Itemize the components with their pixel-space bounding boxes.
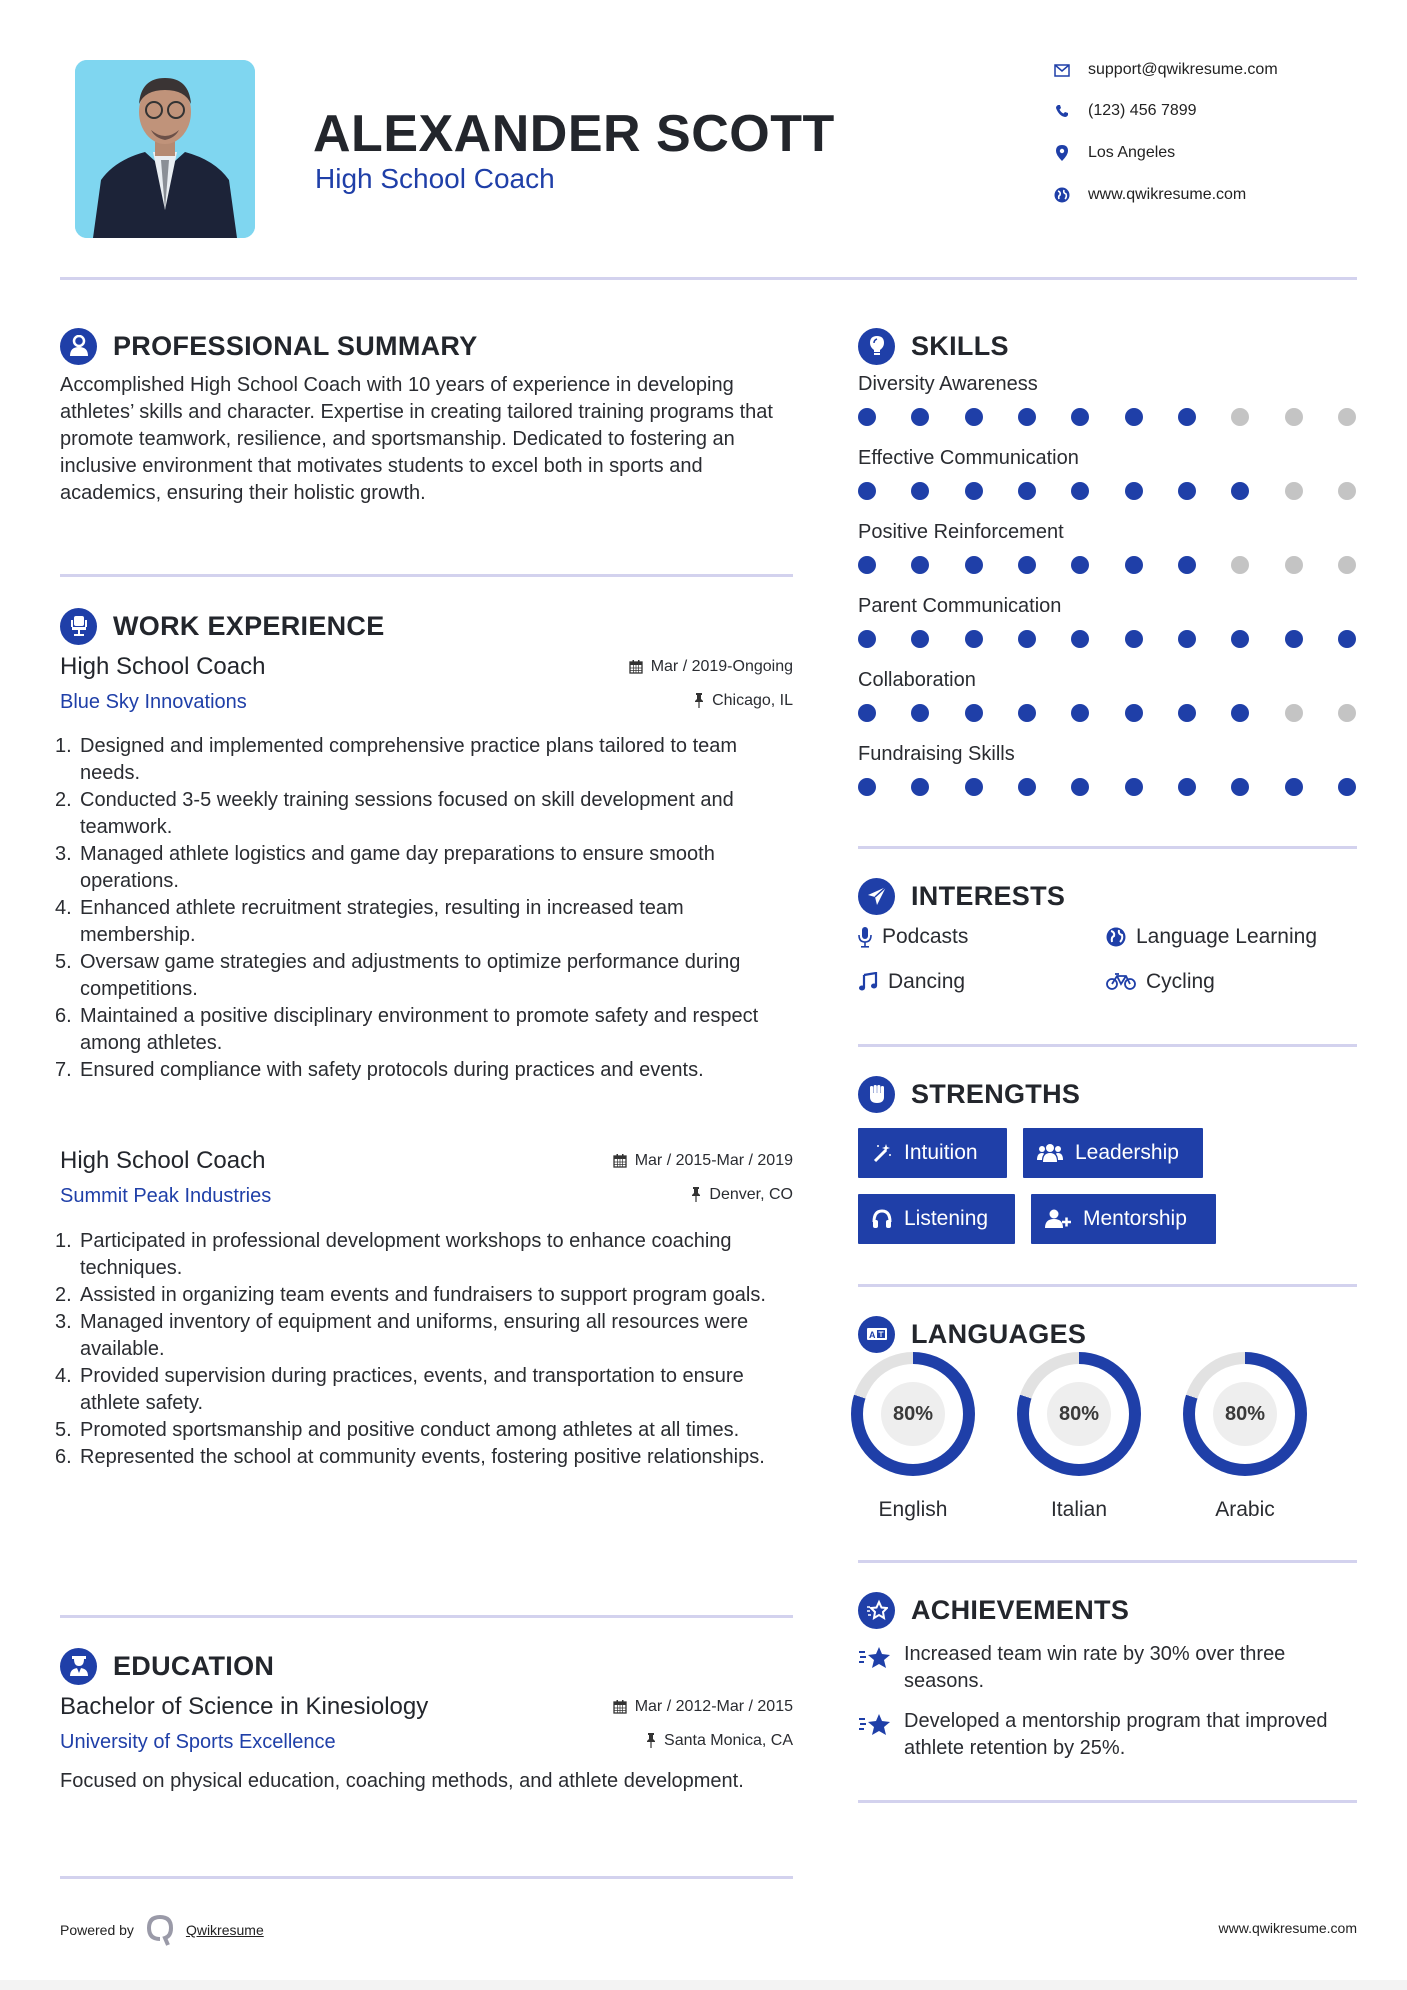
- rating-dot-filled: [1125, 556, 1143, 574]
- rating-dot-empty: [1285, 704, 1303, 722]
- rating-dot-filled: [858, 482, 876, 500]
- bullet-item: 1. Designed and implemented comprehensive practice plans tailored to team needs.: [55, 735, 738, 784]
- phone-icon: [1052, 101, 1072, 121]
- rating-dot-empty: [1338, 556, 1356, 574]
- section-title: STRENGTHS: [911, 1078, 1081, 1109]
- rating-dot-empty: [1285, 408, 1303, 426]
- bicycle-icon: [1106, 973, 1136, 991]
- lightbulb-icon: [858, 328, 895, 365]
- chair-icon: [60, 608, 97, 645]
- bullet-item: 7. Ensured compliance with safety protocols during practices and events.: [55, 1059, 704, 1081]
- rating-dot-filled: [1018, 778, 1036, 796]
- section-divider: [858, 846, 1357, 849]
- rating-dot-filled: [1125, 482, 1143, 500]
- skill-item: [858, 743, 1358, 817]
- skill-rating: [858, 482, 1356, 500]
- svg-text:A: A: [868, 1330, 875, 1340]
- rating-dot-filled: [1178, 408, 1196, 426]
- section-title: SKILLS: [911, 330, 1009, 361]
- education-location: Santa Monica, CA: [646, 1732, 793, 1750]
- section-divider: [60, 574, 793, 577]
- page-bottom-edge: [0, 1980, 1407, 1990]
- rating-dot-filled: [1071, 704, 1089, 722]
- skills-list: [858, 373, 1358, 817]
- person-portrait-icon: [75, 60, 255, 238]
- rating-dot-empty: [1338, 408, 1356, 426]
- header-divider: [60, 277, 1357, 280]
- rating-dot-filled: [858, 704, 876, 722]
- map-marker-icon: [1052, 143, 1072, 163]
- section-title: EDUCATION: [113, 1650, 275, 1681]
- section-header-skills: [858, 326, 1009, 366]
- job-bullets: [55, 1228, 800, 1471]
- school-name: University of Sports Excellence: [60, 1731, 336, 1753]
- pushpin-icon: [694, 693, 704, 708]
- section-title: LANGUAGES: [911, 1318, 1087, 1349]
- rating-dot-filled: [1178, 704, 1196, 722]
- user-plus-icon: [1045, 1209, 1071, 1229]
- skill-rating: [858, 556, 1356, 574]
- language-item: [1183, 1352, 1307, 1522]
- rating-dot-filled: [911, 556, 929, 574]
- rating-dot-filled: [1125, 778, 1143, 796]
- bullet-item: 4. Provided supervision during practices, events, and transportation to ensure athlete safety.: [55, 1365, 744, 1414]
- rating-dot-empty: [1338, 704, 1356, 722]
- section-divider: [858, 1284, 1357, 1287]
- achievement-item: Increased team win rate by 30% over three seasons.: [858, 1641, 1358, 1695]
- rating-dot-filled: [1178, 556, 1196, 574]
- rating-dot-filled: [1071, 778, 1089, 796]
- bullet-item: 2. Conducted 3-5 weekly training sessions focused on skill development and teamwork.: [55, 789, 734, 838]
- section-header-languages: [858, 1314, 1086, 1354]
- rating-dot-filled: [1178, 778, 1196, 796]
- calendar-icon: [629, 659, 643, 674]
- contact-website-text: www.qwikresume.com: [1088, 186, 1247, 203]
- section-title: WORK EXPERIENCE: [113, 610, 385, 641]
- skill-rating: [858, 778, 1356, 796]
- skill-item: [858, 669, 1358, 743]
- rating-dot-filled: [1178, 482, 1196, 500]
- section-title: ACHIEVEMENTS: [911, 1594, 1130, 1625]
- qwikresume-logo-icon: [146, 1914, 174, 1946]
- footer-website[interactable]: www.qwikresume.com: [1218, 1920, 1357, 1936]
- language-label: English: [878, 1498, 948, 1521]
- skill-label: Effective Communication: [858, 447, 1079, 469]
- user-icon: [60, 328, 97, 365]
- skill-rating: [858, 408, 1356, 426]
- rating-dot-filled: [1125, 408, 1143, 426]
- summary-text: Accomplished High School Coach with 10 years of experience in developing athletes’ skills and character. Expertise in creating tailored training programs that promote teamwork, resilience, and sportsmanship. Dedicated to fostering an inclusive environment that motivates students to excel both in sports and academics, ensuring their holistic growth.: [60, 374, 773, 504]
- rating-dot-empty: [1338, 482, 1356, 500]
- rating-dot-empty: [1231, 408, 1249, 426]
- rating-dot-filled: [1231, 630, 1249, 648]
- bullet-item: 2. Assisted in organizing team events and fundraisers to support program goals.: [55, 1284, 766, 1306]
- contact-location-text: Los Angeles: [1088, 144, 1176, 161]
- rating-dot-filled: [1071, 556, 1089, 574]
- calendar-icon: [613, 1153, 627, 1168]
- rating-dot-filled: [1071, 630, 1089, 648]
- globe-icon: [1052, 185, 1072, 205]
- rating-dot-filled: [1018, 704, 1036, 722]
- rating-dot-filled: [911, 704, 929, 722]
- skill-rating: [858, 704, 1356, 722]
- section-header-strengths: [858, 1074, 1080, 1114]
- job-title: High School Coach: [60, 653, 266, 680]
- rating-dot-filled: [965, 408, 983, 426]
- section-header-education: [60, 1646, 274, 1686]
- job-location: Chicago, IL: [694, 692, 793, 710]
- skill-item: [858, 373, 1358, 447]
- rating-dot-filled: [965, 556, 983, 574]
- skill-item: [858, 595, 1358, 669]
- strength-chip-leadership: Leadership: [1023, 1128, 1203, 1178]
- rating-dot-filled: [858, 778, 876, 796]
- shooting-star-icon: [858, 1712, 894, 1741]
- contact-email-text: support@qwikresume.com: [1088, 61, 1278, 78]
- section-divider: [858, 1044, 1357, 1047]
- globe-icon: [1106, 927, 1126, 947]
- graduate-icon: [60, 1648, 97, 1685]
- fist-icon: [858, 1076, 895, 1113]
- section-header-summary: [60, 326, 478, 366]
- job-location: Denver, CO: [691, 1186, 793, 1204]
- section-divider: [858, 1560, 1357, 1563]
- language-item: [851, 1352, 975, 1522]
- section-header-interests: [858, 876, 1065, 916]
- powered-by-label: Powered by: [60, 1922, 134, 1938]
- bullet-item: 3. Managed athlete logistics and game day preparations to ensure smooth operations.: [55, 843, 715, 892]
- section-divider: [60, 1615, 793, 1618]
- strength-chip-listening: Listening: [858, 1194, 1015, 1244]
- job-date: Mar / 2015-Mar / 2019: [613, 1152, 793, 1170]
- rating-dot-filled: [1231, 778, 1249, 796]
- rating-dot-filled: [1338, 630, 1356, 648]
- degree-title: Bachelor of Science in Kinesiology: [60, 1693, 429, 1720]
- rating-dot-filled: [1125, 704, 1143, 722]
- rating-dot-filled: [1338, 778, 1356, 796]
- skill-label: Positive Reinforcement: [858, 521, 1064, 543]
- rating-dot-filled: [1285, 778, 1303, 796]
- contact-phone[interactable]: [1052, 98, 1372, 124]
- bullet-item: 5. Oversaw game strategies and adjustments to optimize performance during competitions.: [55, 951, 741, 1000]
- rating-dot-filled: [1285, 630, 1303, 648]
- skill-item: [858, 521, 1358, 595]
- pushpin-icon: [691, 1187, 701, 1202]
- section-title: INTERESTS: [911, 880, 1066, 911]
- interest-item: Language Learning: [1106, 925, 1317, 949]
- interest-item: Cycling: [1106, 970, 1215, 994]
- achievement-item: Developed a mentorship program that improved athlete retention by 25%.: [858, 1708, 1358, 1762]
- progress-ring: [851, 1352, 975, 1476]
- music-note-icon: [858, 972, 878, 992]
- company-name: Blue Sky Innovations: [60, 691, 247, 713]
- strength-chip-mentorship: Mentorship: [1031, 1194, 1216, 1244]
- bullet-item: 4. Enhanced athlete recruitment strategies, resulting in increased team membership.: [55, 897, 684, 946]
- progress-ring: [1017, 1352, 1141, 1476]
- translate-icon: [858, 1316, 895, 1353]
- rating-dot-filled: [965, 704, 983, 722]
- language-label: Arabic: [1215, 1498, 1275, 1521]
- rating-dot-filled: [1018, 482, 1036, 500]
- rating-dot-filled: [911, 482, 929, 500]
- job-entry: [60, 1147, 793, 1217]
- section-header-experience: [60, 606, 385, 646]
- rating-dot-filled: [1018, 408, 1036, 426]
- skill-rating: [858, 630, 1356, 648]
- strength-chip-intuition: Intuition: [858, 1128, 1007, 1178]
- rating-dot-empty: [1285, 482, 1303, 500]
- rating-dot-filled: [858, 408, 876, 426]
- bullet-item: 6. Maintained a positive disciplinary environment to promote safety and respect among athletes.: [55, 1005, 759, 1054]
- skill-label: Collaboration: [858, 669, 976, 691]
- language-percent: 80%: [1047, 1382, 1111, 1446]
- education-entry: [60, 1693, 793, 1763]
- rating-dot-filled: [1231, 482, 1249, 500]
- contact-phone-text: (123) 456 7899: [1088, 102, 1197, 119]
- section-header-achievements: [858, 1590, 1129, 1630]
- progress-ring: [1183, 1352, 1307, 1476]
- language-label: Italian: [1050, 1498, 1108, 1521]
- rating-dot-filled: [1071, 482, 1089, 500]
- footer-powered-by: [60, 1914, 264, 1946]
- candidate-title: High School Coach: [315, 163, 555, 194]
- job-date: Mar / 2019-Ongoing: [629, 658, 793, 676]
- rating-dot-filled: [965, 778, 983, 796]
- calendar-icon: [613, 1699, 627, 1714]
- bullet-item: 6. Represented the school at community events, fostering positive relationships.: [55, 1446, 765, 1468]
- language-percent: 80%: [1213, 1382, 1277, 1446]
- shooting-star-icon: [858, 1645, 894, 1674]
- rating-dot-filled: [1231, 704, 1249, 722]
- rating-dot-filled: [858, 630, 876, 648]
- education-description: Focused on physical education, coaching methods, and athlete development.: [60, 1770, 744, 1792]
- microphone-icon: [858, 926, 872, 948]
- contact-email[interactable]: [1052, 57, 1372, 83]
- job-entry: [60, 653, 793, 723]
- language-percent: 80%: [881, 1382, 945, 1446]
- rating-dot-filled: [911, 630, 929, 648]
- headphones-icon: [872, 1209, 892, 1229]
- section-divider: [60, 1876, 793, 1879]
- profile-photo: [75, 60, 255, 238]
- skill-item: [858, 447, 1358, 521]
- rating-dot-filled: [965, 630, 983, 648]
- company-name: Summit Peak Industries: [60, 1185, 272, 1207]
- rating-dot-filled: [1071, 408, 1089, 426]
- bullet-item: 1. Participated in professional development workshops to enhance coaching techniques.: [55, 1230, 732, 1279]
- rating-dot-empty: [1285, 556, 1303, 574]
- rating-dot-filled: [1178, 630, 1196, 648]
- job-title: High School Coach: [60, 1147, 266, 1174]
- interest-item: Podcasts: [858, 925, 968, 949]
- rating-dot-empty: [1231, 556, 1249, 574]
- rating-dot-filled: [1018, 556, 1036, 574]
- envelope-icon: [1052, 60, 1072, 80]
- rating-dot-filled: [965, 482, 983, 500]
- rating-dot-filled: [1018, 630, 1036, 648]
- skill-label: Fundraising Skills: [858, 743, 1015, 765]
- rating-dot-filled: [911, 778, 929, 796]
- interest-item: Dancing: [858, 970, 965, 994]
- candidate-name: ALEXANDER SCOTT: [313, 105, 835, 163]
- section-divider: [858, 1800, 1357, 1803]
- pushpin-icon: [646, 1733, 656, 1748]
- skill-label: Diversity Awareness: [858, 373, 1038, 395]
- rating-dot-filled: [1125, 630, 1143, 648]
- bullet-item: 3. Managed inventory of equipment and uniforms, ensuring all resources were available.: [55, 1311, 749, 1360]
- qwikresume-link[interactable]: Qwikresume: [185, 1922, 264, 1938]
- skill-label: Parent Communication: [858, 595, 1062, 617]
- users-icon: [1037, 1143, 1063, 1163]
- rating-dot-filled: [911, 408, 929, 426]
- section-title: PROFESSIONAL SUMMARY: [113, 330, 478, 361]
- star-badge-icon: [858, 1592, 895, 1629]
- education-date: Mar / 2012-Mar / 2015: [613, 1698, 793, 1716]
- rating-dot-filled: [858, 556, 876, 574]
- contact-website[interactable]: [1052, 182, 1372, 208]
- magic-wand-icon: [872, 1143, 892, 1163]
- bullet-item: 5. Promoted sportsmanship and positive conduct among athletes at all times.: [55, 1419, 740, 1441]
- language-item: [1017, 1352, 1141, 1522]
- contact-location: [1052, 140, 1372, 166]
- paper-plane-icon: [858, 878, 895, 915]
- job-bullets: [55, 733, 800, 1084]
